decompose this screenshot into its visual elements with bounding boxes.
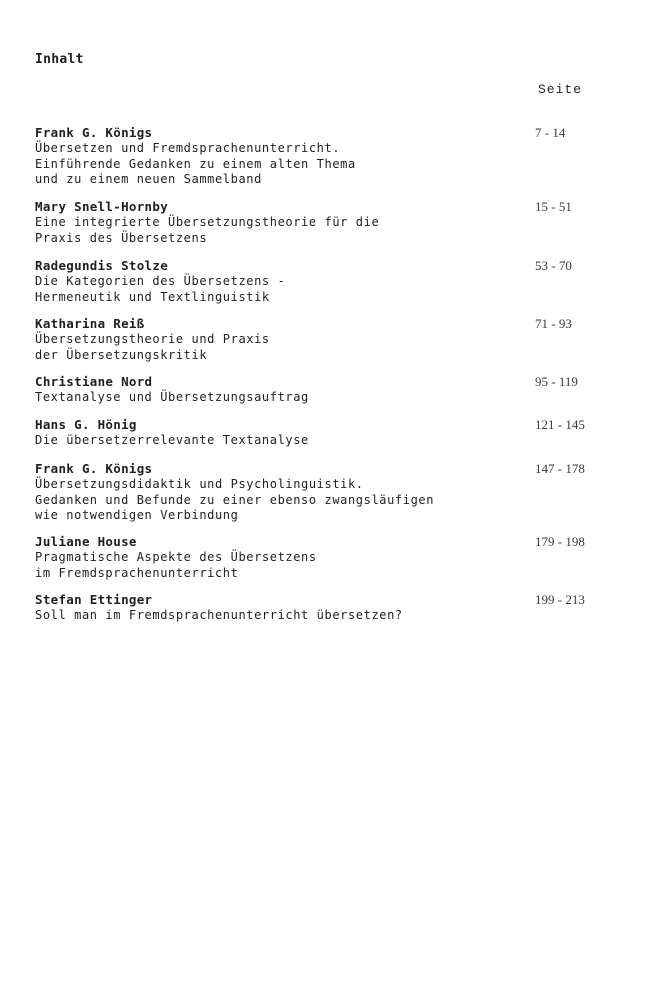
entry-title-line: Textanalyse und Übersetzungsauftrag — [35, 390, 309, 404]
entry-page-range: 71 - 93 — [535, 316, 572, 331]
toc-entry — [35, 461, 625, 524]
entry-title-line: Pragmatische Aspekte des Übersetzens — [35, 550, 317, 564]
entry-page-range: 95 - 119 — [535, 374, 578, 389]
entry-author: Radegundis Stolze — [35, 258, 169, 273]
entry-author: Juliane House — [35, 534, 137, 549]
entry-title-line: im Fremdsprachenunterricht — [35, 565, 239, 580]
entry-title-line: Übersetzungsdidaktik und Psycholinguistik. — [35, 477, 364, 491]
entry-page-range: 7 - 14 — [535, 125, 566, 140]
entry-title-line: wie notwendigen Verbindung — [35, 508, 239, 522]
entry-page-range: 147 - 178 — [535, 461, 585, 476]
entry-page-range: 121 - 145 — [535, 417, 585, 432]
entry-title-line: Übersetzungstheorie und Praxis — [35, 332, 270, 346]
entry-author: Hans G. Hönig — [35, 417, 137, 432]
toc-entry — [35, 125, 625, 188]
entry-title-line: Einführende Gedanken zu einem alten Thema — [35, 156, 356, 171]
toc-heading: Inhalt — [35, 52, 84, 67]
entry-author: Stefan Ettinger — [35, 592, 153, 607]
toc-entry — [35, 199, 625, 246]
entry-title-line: Die übersetzerrelevante Textanalyse — [35, 433, 309, 447]
entry-title-line: Praxis des Übersetzens — [35, 230, 208, 245]
toc-entry — [35, 534, 625, 581]
entry-page-range: 15 - 51 — [535, 199, 572, 214]
entry-title-line: Die Kategorien des Übersetzens - — [35, 274, 286, 288]
entry-title-line: Gedanken und Befunde zu einer ebenso zwangsläufigen — [35, 492, 435, 507]
entry-page-range: 179 - 198 — [535, 534, 585, 549]
entry-title-line: der Übersetzungskritik — [35, 347, 208, 362]
entry-title-line: Soll man im Fremdsprachenunterricht übersetzen? — [35, 608, 403, 622]
toc-entry — [35, 374, 625, 406]
toc-entry — [35, 258, 625, 305]
entry-author: Frank G. Königs — [35, 125, 153, 140]
entry-title-line: Eine integrierte Übersetzungstheorie für die — [35, 215, 380, 229]
toc-entry — [35, 592, 625, 624]
entry-title-line: und zu einem neuen Sammelband — [35, 172, 262, 186]
entry-page-range: 53 - 70 — [535, 258, 572, 273]
entry-author: Frank G. Königs — [35, 461, 153, 476]
pages-column-header: Seite — [538, 82, 583, 97]
entry-title-line: Übersetzen und Fremdsprachenunterricht. — [35, 141, 341, 155]
entry-page-range: 199 - 213 — [535, 592, 585, 607]
entry-author: Mary Snell-Hornby — [35, 199, 169, 214]
entry-author: Christiane Nord — [35, 374, 153, 389]
toc-entry — [35, 316, 625, 363]
entry-title-line: Hermeneutik und Textlinguistik — [35, 289, 270, 304]
toc-entry — [35, 417, 625, 449]
entry-author: Katharina Reiß — [35, 316, 145, 331]
